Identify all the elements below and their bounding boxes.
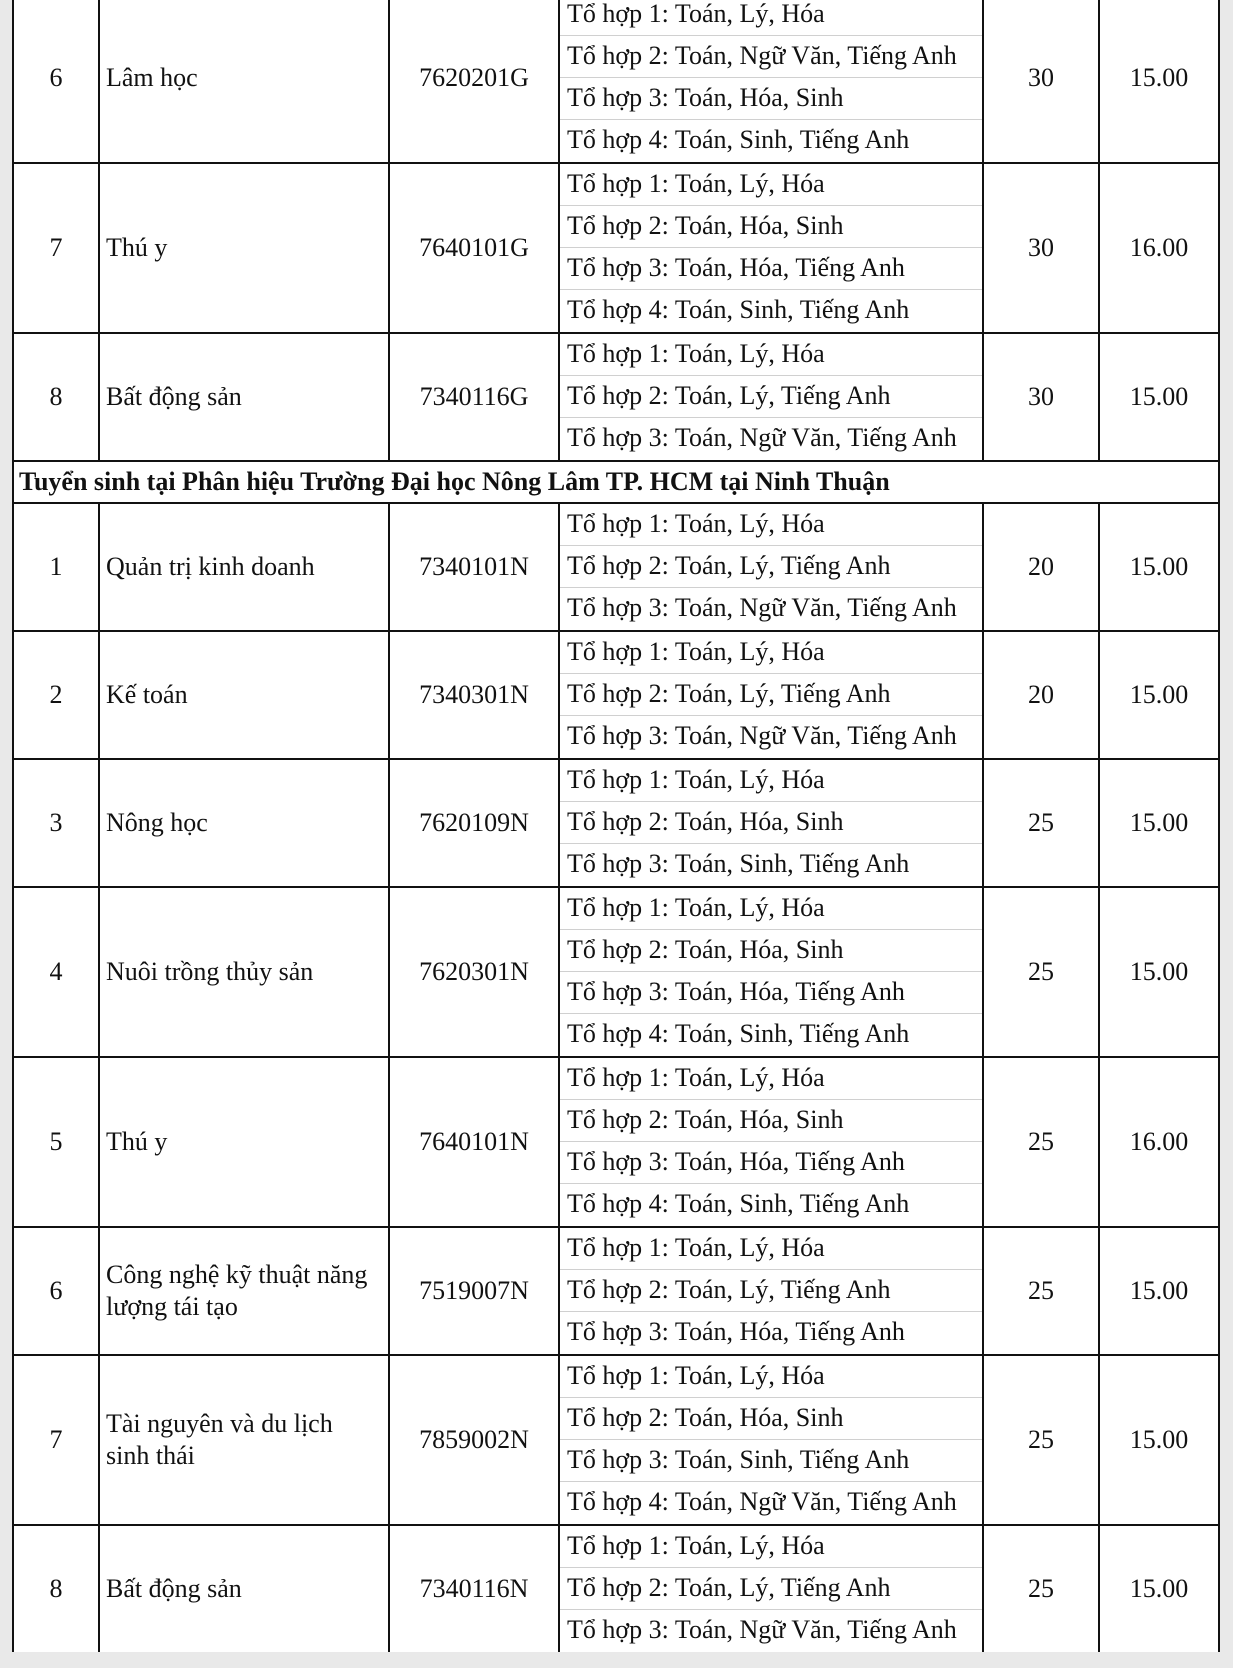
subject-combination: Tổ hợp 1: Toán, Lý, Hóa xyxy=(560,0,982,36)
min-score: 15.00 xyxy=(1099,887,1219,1057)
admission-sheet xyxy=(12,0,1218,1652)
subject-combination: Tổ hợp 3: Toán, Sinh, Tiếng Anh xyxy=(567,849,910,878)
subject-combination: Tổ hợp 4: Toán, Sinh, Tiếng Anh xyxy=(567,125,910,154)
row-number: 6 xyxy=(13,0,99,163)
program-code: 7620201G xyxy=(389,0,559,163)
subject-combination: Tổ hợp 2: Toán, Hóa, Sinh xyxy=(560,930,982,972)
subject-combination: Tổ hợp 4: Toán, Sinh, Tiếng Anh xyxy=(567,1189,910,1218)
subject-combinations xyxy=(559,1525,983,1653)
admission-table xyxy=(12,0,1220,1654)
subject-combination: Tổ hợp 3: Toán, Ngữ Văn, Tiếng Anh xyxy=(567,423,957,452)
min-score: 15.00 xyxy=(1099,1525,1219,1653)
program-name: Bất động sản xyxy=(99,333,389,461)
quota: 25 xyxy=(983,887,1099,1057)
quota: 25 xyxy=(983,1057,1099,1227)
subject-combination: Tổ hợp 3: Toán, Hóa, Sinh xyxy=(560,78,982,120)
program-row xyxy=(13,887,1219,1057)
quota: 30 xyxy=(983,333,1099,461)
subject-combinations xyxy=(559,759,983,887)
program-code: 7620109N xyxy=(389,759,559,887)
min-score: 15.00 xyxy=(1099,1227,1219,1355)
quota: 25 xyxy=(983,1525,1099,1653)
subject-combination: Tổ hợp 3: Toán, Hóa, Tiếng Anh xyxy=(567,1317,905,1346)
program-name: Lâm học xyxy=(99,0,389,163)
row-number: 2 xyxy=(13,631,99,759)
subject-combination: Tổ hợp 2: Toán, Lý, Tiếng Anh xyxy=(560,1270,982,1312)
subject-combination: Tổ hợp 1: Toán, Lý, Hóa xyxy=(560,1058,982,1100)
subject-combination: Tổ hợp 3: Toán, Hóa, Tiếng Anh xyxy=(560,248,982,290)
program-code: 7340116G xyxy=(389,333,559,461)
row-number: 8 xyxy=(13,1525,99,1653)
quota: 20 xyxy=(983,503,1099,631)
row-number: 7 xyxy=(13,163,99,333)
row-number: 6 xyxy=(13,1227,99,1355)
program-code: 7640101G xyxy=(389,163,559,333)
program-row xyxy=(13,759,1219,887)
program-code: 7340301N xyxy=(389,631,559,759)
subject-combination: Tổ hợp 3: Toán, Ngữ Văn, Tiếng Anh xyxy=(567,593,957,622)
program-code: 7859002N xyxy=(389,1355,559,1525)
subject-combination: Tổ hợp 2: Toán, Hóa, Sinh xyxy=(560,206,982,248)
subject-combination: Tổ hợp 1: Toán, Lý, Hóa xyxy=(560,504,982,546)
program-name: Kế toán xyxy=(99,631,389,759)
program-row xyxy=(13,631,1219,759)
subject-combination: Tổ hợp 2: Toán, Lý, Tiếng Anh xyxy=(560,546,982,588)
program-row xyxy=(13,333,1219,461)
program-code: 7620301N xyxy=(389,887,559,1057)
subject-combinations xyxy=(559,631,983,759)
section-title: Tuyển sinh tại Phân hiệu Trường Đại học Nông Lâm TP. HCM tại Ninh Thuận xyxy=(13,461,1219,503)
program-code: 7519007N xyxy=(389,1227,559,1355)
program-row xyxy=(13,1355,1219,1525)
program-code: 7640101N xyxy=(389,1057,559,1227)
subject-combination: Tổ hợp 4: Toán, Sinh, Tiếng Anh xyxy=(567,1019,910,1048)
subject-combinations xyxy=(559,163,983,333)
min-score: 15.00 xyxy=(1099,333,1219,461)
subject-combination: Tổ hợp 4: Toán, Sinh, Tiếng Anh xyxy=(567,295,910,324)
min-score: 15.00 xyxy=(1099,0,1219,163)
program-name: Nông học xyxy=(99,759,389,887)
program-row xyxy=(13,503,1219,631)
subject-combination: Tổ hợp 2: Toán, Lý, Tiếng Anh xyxy=(560,376,982,418)
program-row xyxy=(13,163,1219,333)
subject-combination: Tổ hợp 3: Toán, Ngữ Văn, Tiếng Anh xyxy=(567,1615,957,1644)
min-score: 15.00 xyxy=(1099,1355,1219,1525)
program-name: Thú y xyxy=(99,1057,389,1227)
row-number: 3 xyxy=(13,759,99,887)
subject-combination: Tổ hợp 1: Toán, Lý, Hóa xyxy=(560,760,982,802)
subject-combination: Tổ hợp 1: Toán, Lý, Hóa xyxy=(560,334,982,376)
subject-combination: Tổ hợp 3: Toán, Ngữ Văn, Tiếng Anh xyxy=(567,721,957,750)
subject-combinations xyxy=(559,1057,983,1227)
min-score: 15.00 xyxy=(1099,503,1219,631)
program-name: Bất động sản xyxy=(99,1525,389,1653)
subject-combinations xyxy=(559,333,983,461)
min-score: 16.00 xyxy=(1099,1057,1219,1227)
section-row xyxy=(13,461,1219,503)
program-row xyxy=(13,1227,1219,1355)
program-name: Công nghệ kỹ thuật năng lượng tái tạo xyxy=(99,1227,389,1355)
subject-combination: Tổ hợp 3: Toán, Hóa, Tiếng Anh xyxy=(560,1142,982,1184)
quota: 30 xyxy=(983,0,1099,163)
quota: 25 xyxy=(983,1227,1099,1355)
subject-combination: Tổ hợp 1: Toán, Lý, Hóa xyxy=(560,164,982,206)
subject-combination: Tổ hợp 3: Toán, Hóa, Tiếng Anh xyxy=(560,972,982,1014)
program-code: 7340101N xyxy=(389,503,559,631)
subject-combinations xyxy=(559,887,983,1057)
bottom-margin xyxy=(0,1652,1233,1668)
subject-combinations xyxy=(559,503,983,631)
program-code: 7340116N xyxy=(389,1525,559,1653)
subject-combinations xyxy=(559,1227,983,1355)
subject-combination: Tổ hợp 2: Toán, Lý, Tiếng Anh xyxy=(560,1568,982,1610)
program-name: Thú y xyxy=(99,163,389,333)
min-score: 15.00 xyxy=(1099,759,1219,887)
program-row xyxy=(13,0,1219,163)
subject-combination: Tổ hợp 2: Toán, Ngữ Văn, Tiếng Anh xyxy=(560,36,982,78)
quota: 25 xyxy=(983,759,1099,887)
min-score: 16.00 xyxy=(1099,163,1219,333)
subject-combination: Tổ hợp 1: Toán, Lý, Hóa xyxy=(560,1356,982,1398)
program-name: Tài nguyên và du lịch sinh thái xyxy=(99,1355,389,1525)
min-score: 15.00 xyxy=(1099,631,1219,759)
row-number: 1 xyxy=(13,503,99,631)
subject-combination: Tổ hợp 1: Toán, Lý, Hóa xyxy=(560,1228,982,1270)
quota: 20 xyxy=(983,631,1099,759)
subject-combinations xyxy=(559,1355,983,1525)
subject-combination: Tổ hợp 2: Toán, Hóa, Sinh xyxy=(560,1398,982,1440)
row-number: 4 xyxy=(13,887,99,1057)
subject-combination: Tổ hợp 1: Toán, Lý, Hóa xyxy=(560,632,982,674)
program-name: Nuôi trồng thủy sản xyxy=(99,887,389,1057)
table-body xyxy=(13,0,1219,1653)
subject-combination: Tổ hợp 2: Toán, Hóa, Sinh xyxy=(560,802,982,844)
program-name: Quản trị kinh doanh xyxy=(99,503,389,631)
subject-combinations xyxy=(559,0,983,163)
subject-combination: Tổ hợp 4: Toán, Ngữ Văn, Tiếng Anh xyxy=(567,1487,957,1516)
subject-combination: Tổ hợp 2: Toán, Lý, Tiếng Anh xyxy=(560,674,982,716)
quota: 30 xyxy=(983,163,1099,333)
quota: 25 xyxy=(983,1355,1099,1525)
subject-combination: Tổ hợp 2: Toán, Hóa, Sinh xyxy=(560,1100,982,1142)
row-number: 5 xyxy=(13,1057,99,1227)
subject-combination: Tổ hợp 3: Toán, Sinh, Tiếng Anh xyxy=(560,1440,982,1482)
subject-combination: Tổ hợp 1: Toán, Lý, Hóa xyxy=(560,1526,982,1568)
row-number: 7 xyxy=(13,1355,99,1525)
subject-combination: Tổ hợp 1: Toán, Lý, Hóa xyxy=(560,888,982,930)
program-row xyxy=(13,1525,1219,1653)
row-number: 8 xyxy=(13,333,99,461)
program-row xyxy=(13,1057,1219,1227)
